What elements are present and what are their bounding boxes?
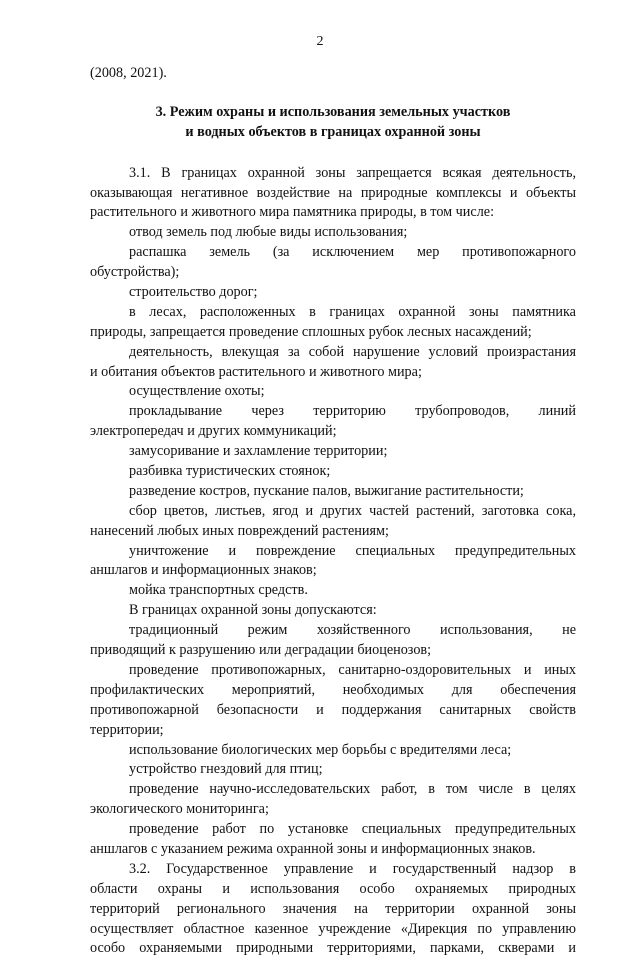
text-line: обустройства); [90,264,180,281]
text-line: противопожарной безопасности и поддержания санитарных свойств [90,701,576,718]
document-body [90,64,576,959]
text-line: территории; [90,721,164,738]
text-line: осуществление охоты; [129,383,265,400]
text-line: нанесений любых иных повреждений растениям; [90,522,389,539]
text-line: разведение костров, пускание палов, выжигание растительности; [129,482,524,499]
text-line: оказывающая негативное воздействие на природные комплексы и объекты [90,184,576,201]
text-line: 3.1. В границах охранной зоны запрещается всякая деятельность, [129,164,576,181]
text-line: замусоривание и захламление территории; [129,443,388,460]
text-line: профилактических мероприятий, необходимых для обеспечения [90,681,576,698]
text-line: В границах охранной зоны допускаются: [129,602,377,619]
text-line: электропередач и других коммуникаций; [90,423,337,440]
text-line: аншлагов с указанием режима охранной зоны и информационных знаков. [90,840,536,857]
text-line: аншлагов и информационных знаков; [90,562,317,579]
text-line: использование биологических мер борьбы с вредителями леса; [129,741,512,758]
section-title-line-2: и водных объектов в границах охранной зоны [185,123,481,140]
text-line: сбор цветов, листьев, ягод и других частей растений, заготовка сока, [129,502,576,519]
section-title-line-1: 3. Режим охраны и использования земельных участков [155,103,511,120]
text-line: экологического мониторинга; [90,801,269,818]
text-line: территорий регионального значения на территории охранной зоны [90,900,576,917]
text-line: природы, запрещается проведение сплошных рубок лесных насаждений; [90,323,532,340]
section-paragraphs [90,164,576,959]
text-line: проведение противопожарных, санитарно-оздоровительных и иных [129,661,576,678]
text-line: разбивка туристических стоянок; [129,463,331,480]
page-number: 2 [316,34,324,49]
text-line: проведение работ по установке специальных предупредительных [129,821,576,838]
text-line: устройство гнездовий для птиц; [129,761,323,778]
text-line: 3.2. Государственное управление и государственный надзор в [129,860,576,877]
text-line: прокладывание через территорию трубопроводов, линий [129,403,576,420]
intro-line: (2008, 2021). [90,65,167,81]
text-line: распашка земель (за исключением мер противопожарного [129,244,576,261]
text-line: отвод земель под любые виды использования; [129,224,408,241]
text-line: особо охраняемыми природными территориями, парками, скверами и [90,940,576,957]
text-line: области охраны и использования особо охраняемых природных [90,880,576,897]
text-line: уничтожение и повреждение специальных предупредительных [129,542,576,559]
text-line: и обитания объектов растительного и животного мира; [90,363,422,380]
text-line: осуществляет областное казенное учреждение «Дирекция по управлению [90,920,576,937]
text-line: строительство дорог; [129,284,258,301]
text-line: традиционный режим хозяйственного использования, не [129,622,576,639]
text-line: деятельность, влекущая за собой нарушение условий произрастания [129,343,576,360]
text-line: приводящий к разрушению или деградации биоценозов; [90,642,432,659]
text-line: проведение научно-исследовательских работ, в том числе в целях [129,781,576,798]
text-line: растительного и животного мира памятника природы, в том числе: [90,204,495,221]
text-line: мойка транспортных средств. [129,582,308,599]
text-line: в лесах, расположенных в границах охранной зоны памятника [129,303,576,320]
